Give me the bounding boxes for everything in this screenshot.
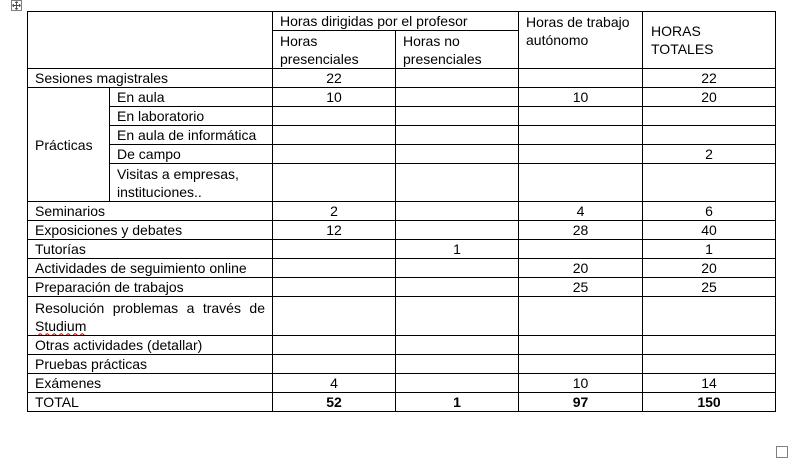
row-label[interactable]: Pruebas prácticas [28,355,273,374]
table-row [28,69,776,88]
cell-presencial[interactable]: 2 [273,202,396,221]
cell-autonomo[interactable]: 10 [519,88,643,107]
cell-presencial[interactable]: 4 [273,374,396,393]
cell-autonomo[interactable] [519,297,643,336]
header-presenciales[interactable]: Horas presenciales [273,31,396,69]
cell-presencial[interactable] [273,297,396,336]
hours-table [27,11,776,412]
row-label[interactable]: Visitas a empresas, instituciones.. [110,164,273,202]
table-resize-handle[interactable] [776,446,788,458]
cell-total[interactable]: 2 [643,145,776,164]
header-row-1 [28,12,776,31]
table-row [28,278,776,297]
cell-no-presencial[interactable] [396,164,519,202]
table-row [28,240,776,259]
cell-total[interactable] [643,297,776,336]
cell-no-presencial[interactable] [396,278,519,297]
table-row [28,126,776,145]
cell-autonomo[interactable] [519,126,643,145]
row-label[interactable]: Seminarios [28,202,273,221]
cell-presencial[interactable]: 52 [273,393,396,412]
row-label[interactable]: De campo [110,145,273,164]
cell-no-presencial[interactable] [396,145,519,164]
cell-autonomo[interactable]: 25 [519,278,643,297]
cell-autonomo[interactable] [519,164,643,202]
table-move-handle-icon[interactable] [11,0,22,11]
cell-no-presencial[interactable] [396,297,519,336]
cell-presencial[interactable] [273,240,396,259]
cell-no-presencial[interactable] [396,126,519,145]
cell-no-presencial[interactable]: 1 [396,240,519,259]
row-label[interactable]: Exámenes [28,374,273,393]
row-label[interactable]: Actividades de seguimiento online [28,259,273,278]
cell-total[interactable]: 22 [643,69,776,88]
cell-autonomo[interactable]: 10 [519,374,643,393]
table-row [28,336,776,355]
cell-presencial[interactable] [273,126,396,145]
cell-no-presencial[interactable] [396,88,519,107]
row-label[interactable]: Tutorías [28,240,273,259]
cell-total[interactable]: 6 [643,202,776,221]
cell-no-presencial[interactable] [396,374,519,393]
table-row [28,88,776,107]
cell-autonomo[interactable] [519,336,643,355]
cell-total[interactable] [643,164,776,202]
cell-autonomo[interactable] [519,355,643,374]
cell-autonomo[interactable]: 28 [519,221,643,240]
cell-presencial[interactable] [273,355,396,374]
cell-presencial[interactable]: 12 [273,221,396,240]
cell-total[interactable]: 40 [643,221,776,240]
cell-presencial[interactable] [273,336,396,355]
total-row [28,393,776,412]
cell-no-presencial[interactable] [396,336,519,355]
cell-presencial[interactable]: 10 [273,88,396,107]
table-row [28,164,776,202]
cell-no-presencial[interactable] [396,202,519,221]
cell-no-presencial[interactable] [396,355,519,374]
header-totales[interactable]: HORAS TOTALES [643,12,776,69]
cell-total[interactable] [643,336,776,355]
row-label[interactable]: Preparación de trabajos [28,278,273,297]
cell-total[interactable]: 20 [643,259,776,278]
header-dirigidas[interactable]: Horas dirigidas por el profesor [273,12,519,31]
cell-presencial[interactable]: 22 [273,69,396,88]
row-label[interactable]: TOTAL [28,393,273,412]
cell-total[interactable]: 20 [643,88,776,107]
cell-autonomo[interactable]: 97 [519,393,643,412]
cell-presencial[interactable] [273,278,396,297]
cell-total[interactable] [643,107,776,126]
cell-no-presencial[interactable] [396,259,519,278]
cell-autonomo[interactable] [519,107,643,126]
cell-total[interactable]: 25 [643,278,776,297]
row-label[interactable]: En aula [110,88,273,107]
header-no-presenciales[interactable]: Horas no presenciales [396,31,519,69]
table-row [28,145,776,164]
cell-total[interactable]: 14 [643,374,776,393]
table-row [28,107,776,126]
cell-total[interactable] [643,126,776,145]
cell-presencial[interactable] [273,107,396,126]
table-row [28,355,776,374]
header-autonomo[interactable]: Horas de trabajo autónomo [519,12,643,69]
row-label[interactable]: En laboratorio [110,107,273,126]
corner-cell[interactable] [28,12,273,69]
row-label[interactable]: Otras actividades (detallar) [28,336,273,355]
cell-no-presencial[interactable] [396,107,519,126]
cell-no-presencial[interactable] [396,221,519,240]
cell-autonomo[interactable] [519,145,643,164]
row-label[interactable]: Sesiones magistrales [28,69,273,88]
row-label[interactable]: En aula de informática [110,126,273,145]
row-label[interactable] [28,297,273,336]
cell-autonomo[interactable] [519,69,643,88]
cell-autonomo[interactable] [519,240,643,259]
cell-presencial[interactable] [273,145,396,164]
row-label[interactable]: Exposiciones y debates [28,221,273,240]
cell-total[interactable]: 150 [643,393,776,412]
table-row [28,374,776,393]
practicas-label[interactable]: Prácticas [28,88,110,202]
cell-autonomo[interactable]: 20 [519,259,643,278]
cell-total[interactable] [643,355,776,374]
table-row [28,202,776,221]
table-row [28,221,776,240]
table-row [28,259,776,278]
cell-total[interactable]: 1 [643,240,776,259]
table-row [28,297,776,336]
row-label-line-1: Resolución problemas a través de [35,299,265,316]
cell-presencial[interactable] [273,164,396,202]
cell-autonomo[interactable]: 4 [519,202,643,221]
row-label-studium: Studium [35,317,87,334]
cell-no-presencial[interactable] [396,69,519,88]
cell-no-presencial[interactable]: 1 [396,393,519,412]
cell-presencial[interactable] [273,259,396,278]
